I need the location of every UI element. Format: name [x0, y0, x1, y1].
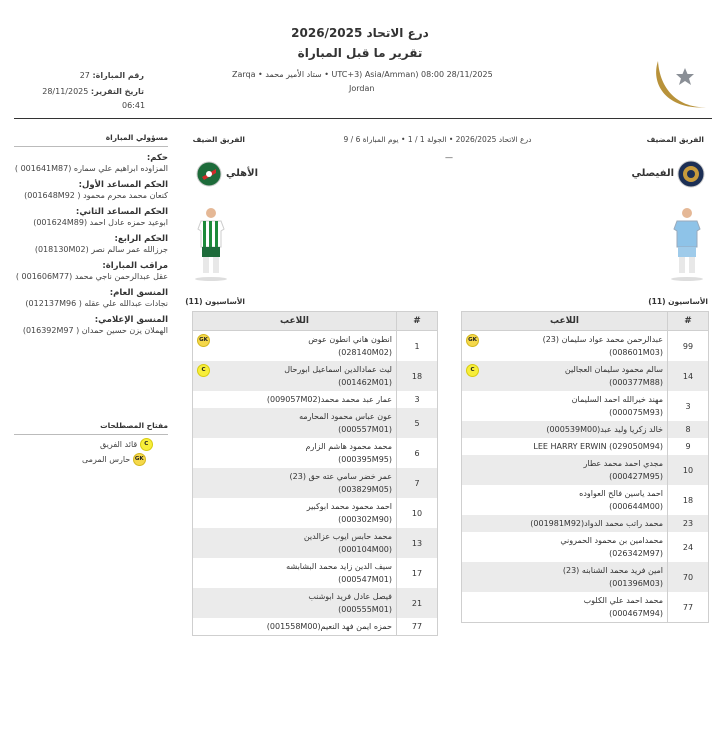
official-name: [14, 244, 168, 256]
player-cell: [193, 528, 397, 558]
player-row: [193, 391, 438, 408]
player-name: محمد احمد علي الكلوب: [583, 596, 663, 605]
host-team-label: الفريق المضيف: [646, 135, 704, 144]
player-cell: [462, 331, 668, 362]
player-number: 21: [397, 588, 438, 618]
official-name: [14, 325, 168, 337]
score: —: [445, 153, 453, 162]
player-name: LEE HARRY ERWIN (029050M94): [533, 442, 663, 451]
player-row: [193, 618, 438, 636]
player-cell: [193, 588, 397, 618]
player-number: 7: [397, 468, 438, 498]
host-kit-icon: [668, 205, 706, 285]
player-id: (000377M88): [609, 378, 663, 387]
official-name: [14, 217, 168, 229]
player-id: (000644M00): [609, 502, 663, 511]
player-row: [462, 532, 709, 562]
report-time: 06:41: [122, 101, 146, 110]
official-role: المنسق الإعلامي:: [94, 315, 168, 325]
official-entry: [14, 288, 168, 310]
official-id: (001641M87 ): [14, 164, 72, 173]
player-number: 8: [668, 421, 709, 438]
league-title: درع الاتحاد 2026/2025: [291, 26, 429, 40]
official-id: ( 016392M97): [22, 326, 80, 335]
player-name: مهند خيرالله احمد السليمان: [571, 395, 663, 404]
match-info: Zarqa • ستاد الأمير محمد • UTC+3) Asia/Amman) 08:00 28/11/2025: [232, 70, 493, 79]
player-cell: [462, 592, 668, 623]
captain-icon: C: [140, 438, 153, 451]
player-row: [462, 421, 709, 438]
report-date-label: تاريخ التقرير:: [90, 87, 144, 96]
player-number: 18: [668, 485, 709, 515]
player-cell: [193, 391, 397, 408]
match-number-row: [60, 71, 144, 80]
official-name-text: ابوعيد حمزه عادل احمد: [89, 218, 168, 227]
round-info: درع الاتحاد 2026/2025 • الجولة 1 / 1 • يوم المباراة 6 / 9: [343, 135, 532, 144]
player-row: [193, 408, 438, 438]
table-header-num: #: [397, 312, 438, 331]
player-name: عبدالرحمن محمد عواد سليمان (23): [542, 335, 663, 344]
player-row: [193, 361, 438, 391]
player-cell: [193, 498, 397, 528]
player-id: (008601M03): [609, 348, 663, 357]
player-number: 17: [397, 558, 438, 588]
guest-starters-label: الأساسيون (11): [185, 297, 245, 306]
player-row: [462, 485, 709, 515]
official-entry: [14, 234, 168, 256]
host-team-crest: [677, 160, 705, 188]
player-id: (000104M00): [338, 545, 392, 554]
official-entry: [14, 180, 168, 202]
player-name: حمزه ايمن فهد النعيم(001558M00): [266, 622, 392, 631]
host-starters-label: الأساسيون (11): [648, 297, 708, 306]
player-cell: [462, 361, 668, 391]
officials-divider: [14, 146, 168, 147]
official-name-text: الهملان يزن حسين حمدان: [81, 326, 168, 335]
guest-players-table: [192, 311, 438, 636]
report-date: 28/11/2025: [42, 87, 89, 96]
legend-captain-label: قائد الفريق: [100, 440, 138, 449]
player-row: [193, 468, 438, 498]
guest-team-name: الأهلي: [225, 168, 258, 179]
player-cell: [193, 558, 397, 588]
player-row: [462, 592, 709, 623]
player-number: 1: [397, 331, 438, 362]
player-name: عون عباس محمود المحارمه: [299, 412, 392, 421]
player-row: [462, 562, 709, 592]
legend-title: مفتاح المصطلحات: [100, 421, 168, 430]
player-row: [193, 588, 438, 618]
player-cell: [193, 618, 397, 636]
official-entry: [14, 315, 168, 337]
player-cell: [462, 455, 668, 485]
player-id: (000557M01): [338, 425, 392, 434]
match-number: 27: [79, 71, 90, 80]
official-id: ( 012137M96): [25, 299, 82, 308]
player-row: [193, 498, 438, 528]
player-name: عمار عبد محمد محمد(009057M02): [266, 395, 392, 404]
legend-gk: [82, 453, 170, 466]
player-id: (000075M93): [609, 408, 663, 417]
player-number: 77: [668, 592, 709, 623]
official-id: (001606M77 ): [15, 272, 73, 281]
player-row: [193, 331, 438, 362]
player-number: 77: [397, 618, 438, 636]
player-row: [462, 361, 709, 391]
player-id: (028140M02): [338, 348, 392, 357]
player-number: 13: [397, 528, 438, 558]
official-name-text: كنعان محمد محرم محمود: [83, 191, 168, 200]
goalkeeper-icon: GK: [133, 453, 146, 466]
player-name: سالم محمود سليمان العجالين: [564, 365, 663, 374]
official-entry: [14, 207, 168, 229]
player-number: 14: [668, 361, 709, 391]
table-header-player: اللاعب: [193, 312, 397, 331]
official-name: [14, 190, 168, 202]
table-header-player: اللاعب: [462, 312, 668, 331]
player-row: [462, 455, 709, 485]
player-number: 3: [397, 391, 438, 408]
player-name: ليث عمادالدين اسماعيل ابورحال: [284, 365, 392, 374]
match-number-label: رقم المباراة:: [92, 71, 144, 80]
official-name-text: عقل عبدالرحمن ناجي محمد: [74, 272, 168, 281]
player-name: مجدي احمد محمد عطار: [583, 459, 663, 468]
official-role: حكم:: [146, 153, 168, 163]
header-divider: [14, 118, 712, 119]
player-row: [462, 438, 709, 455]
player-cell: [193, 331, 397, 362]
official-id: (001624M89): [33, 218, 88, 227]
player-cell: [193, 361, 397, 391]
player-row: [193, 438, 438, 468]
player-cell: [462, 562, 668, 592]
player-name: احمد ياسين فالح العواوده: [579, 489, 663, 498]
player-row: [193, 528, 438, 558]
player-id: (000547M01): [338, 575, 392, 584]
report-title: تقرير ما قبل المباراة: [297, 46, 423, 60]
legend-gk-label: حارس المرمى: [82, 455, 131, 464]
host-players-table: [461, 311, 709, 623]
official-name-text: نجادات عبدالله علي عقله: [84, 299, 168, 308]
player-id: (026342M97): [609, 549, 663, 558]
player-cell: [462, 532, 668, 562]
official-entry: [14, 153, 168, 175]
official-role: المنسق العام:: [109, 288, 168, 298]
player-name: محمد حابس ايوب عزالدين: [303, 532, 392, 541]
player-number: 3: [668, 391, 709, 421]
player-cell: [193, 408, 397, 438]
official-name: [14, 298, 168, 310]
player-name: محمد محمود هاشم الزارم: [305, 442, 392, 451]
report-date-row: [20, 87, 144, 96]
guest-team-crest: [196, 161, 222, 187]
official-role: الحكم المساعد الثاني:: [75, 207, 168, 217]
official-name-text: جرزالله عمر سالم نصر: [91, 245, 168, 254]
player-number: 24: [668, 532, 709, 562]
player-name: امين فريد محمد الشنابنه (23): [562, 566, 663, 575]
legend-divider: [14, 434, 168, 435]
player-number: 23: [668, 515, 709, 532]
officials-title: مسؤولي المباراة: [105, 133, 168, 142]
player-cell: [193, 468, 397, 498]
player-name: فيصل عادل فريد ابوشنب: [308, 592, 392, 601]
player-cell: [462, 515, 668, 532]
legend-captain: [100, 438, 170, 451]
officials-list: [14, 153, 168, 342]
player-number: 99: [668, 331, 709, 362]
player-id: (000555M01): [338, 605, 392, 614]
goalkeeper-icon: GK: [466, 334, 479, 347]
guest-kit-icon: [192, 205, 230, 285]
player-cell: [193, 438, 397, 468]
player-name: خالد زكريا وليد عبد(000539M00): [546, 425, 663, 434]
player-name: سيف الدين زايد محمد البشابشه: [286, 562, 392, 571]
table-header-num: #: [668, 312, 709, 331]
country: Jordan: [349, 84, 375, 93]
player-number: 70: [668, 562, 709, 592]
official-name-text: المزاوده ابراهيم علي سماره: [73, 164, 168, 173]
player-cell: [462, 421, 668, 438]
player-row: [462, 331, 709, 362]
player-name: احمد محمود محمد ابوكبير: [306, 502, 392, 511]
federation-logo: [650, 55, 712, 113]
player-name: محمد راتب محمد الدواد(001981M92): [530, 519, 663, 528]
player-cell: [462, 438, 668, 455]
captain-icon: C: [197, 364, 210, 377]
player-number: 6: [397, 438, 438, 468]
official-id: ( 001648M92): [24, 191, 81, 200]
player-cell: [462, 485, 668, 515]
captain-icon: C: [466, 364, 479, 377]
player-id: (003829M05): [338, 485, 392, 494]
player-id: (000395M95): [338, 455, 392, 464]
player-name: عمر خضر سامي عته حق (23): [289, 472, 392, 481]
official-id: (018130M02): [34, 245, 89, 254]
player-row: [193, 558, 438, 588]
goalkeeper-icon: GK: [197, 334, 210, 347]
player-number: 9: [668, 438, 709, 455]
player-name: انطون هاني انطون عوض: [308, 335, 392, 344]
guest-team-label: الفريق الضيف: [192, 135, 245, 144]
official-role: مراقب المباراة:: [102, 261, 168, 271]
player-name: محمدامين بن محمود الحمروني: [560, 536, 663, 545]
player-row: [462, 515, 709, 532]
player-number: 5: [397, 408, 438, 438]
official-role: الحكم المساعد الأول:: [78, 180, 168, 190]
player-id: (001462M01): [338, 378, 392, 387]
official-name: [14, 163, 168, 175]
official-entry: [14, 261, 168, 283]
player-row: [462, 391, 709, 421]
player-id: (001396M03): [609, 579, 663, 588]
host-team-name: الفيصلي: [631, 168, 674, 179]
player-id: (000467M94): [609, 609, 663, 618]
player-number: 10: [668, 455, 709, 485]
official-name: [14, 271, 168, 283]
player-number: 10: [397, 498, 438, 528]
player-id: (000302M90): [338, 515, 392, 524]
official-role: الحكم الرابع:: [114, 234, 168, 244]
player-id: (000427M95): [609, 472, 663, 481]
player-number: 18: [397, 361, 438, 391]
player-cell: [462, 391, 668, 421]
